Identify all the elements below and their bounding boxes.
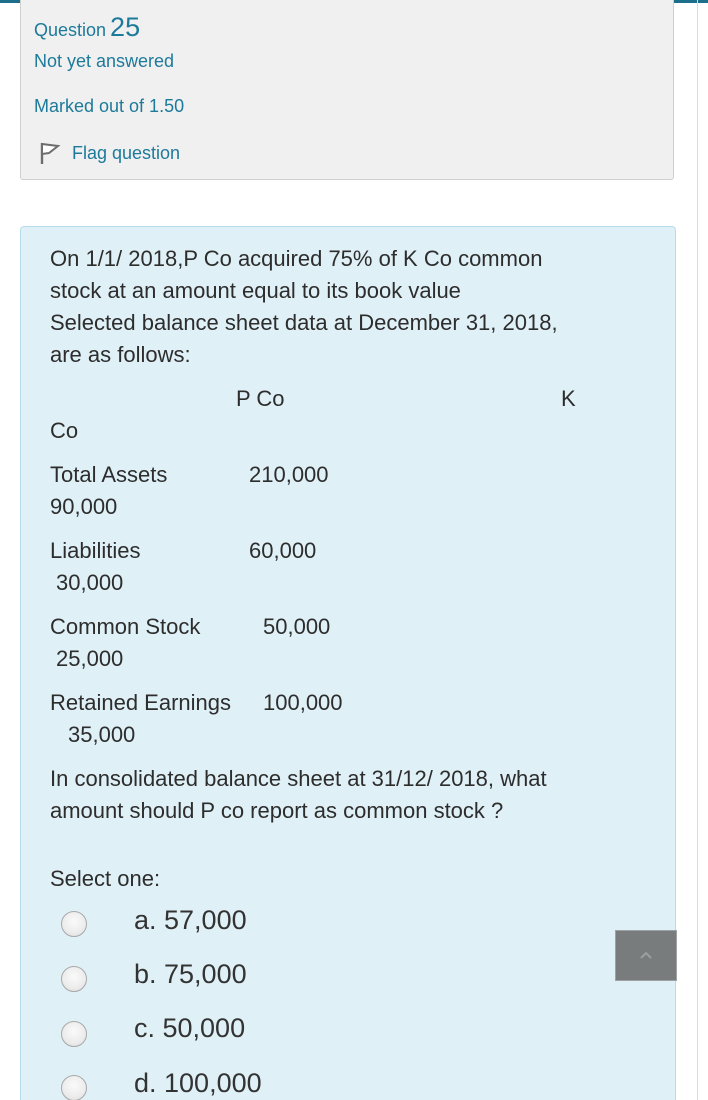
- row-p-value-total-assets: 210,000: [249, 462, 329, 487]
- question-number: 25: [110, 12, 141, 42]
- row-k-value-total-assets: 90,000: [50, 494, 118, 519]
- option-c-label[interactable]: c. 50,000: [134, 1013, 246, 1043]
- column-header-k: K: [561, 386, 576, 411]
- select-one-label: Select one:: [50, 866, 161, 891]
- question-info-panel: [20, 0, 674, 180]
- option-d-radio[interactable]: [61, 1075, 87, 1100]
- row-p-value-retained-earnings: 100,000: [263, 690, 343, 715]
- flag-icon: [36, 140, 62, 166]
- column-header-p-co: P Co: [236, 386, 285, 411]
- option-c-radio[interactable]: [61, 1021, 87, 1047]
- flag-question-label[interactable]: Flag question: [72, 142, 181, 163]
- option-a-radio[interactable]: [61, 911, 87, 937]
- question-heading: [34, 12, 140, 43]
- option-d-label[interactable]: d. 100,000: [134, 1068, 262, 1098]
- question-intro-line-1: On 1/1/ 2018,P Co acquired 75% of K Co common: [50, 246, 543, 271]
- row-p-value-liabilities: 60,000: [249, 538, 317, 563]
- scroll-to-top-button[interactable]: [615, 930, 677, 981]
- question-prompt-line-2: amount should P co report as common stock ?: [50, 798, 504, 823]
- row-label-common-stock: Common Stock: [50, 614, 201, 639]
- flag-question-link[interactable]: [36, 140, 180, 166]
- question-label: Question: [34, 20, 107, 40]
- row-label-total-assets: Total Assets: [50, 462, 168, 487]
- column-header-k-cont: Co: [50, 418, 79, 443]
- question-prompt-line-1: In consolidated balance sheet at 31/12/ 2018, what: [50, 766, 547, 791]
- question-intro-line-4: are as follows:: [50, 342, 191, 367]
- page-edge-divider: [697, 0, 698, 1100]
- question-state: Not yet answered: [34, 51, 175, 71]
- row-label-retained-earnings: Retained Earnings: [50, 690, 232, 715]
- row-k-value-common-stock: 25,000: [56, 646, 124, 671]
- row-label-liabilities: Liabilities: [50, 538, 141, 563]
- chevron-up-icon: [638, 950, 654, 962]
- row-p-value-common-stock: 50,000: [263, 614, 331, 639]
- question-grade: Marked out of 1.50: [34, 96, 185, 116]
- question-intro-line-3: Selected balance sheet data at December 31, 2018,: [50, 310, 558, 335]
- row-k-value-retained-earnings: 35,000: [68, 722, 136, 747]
- question-intro-line-2: stock at an amount equal to its book value: [50, 278, 461, 303]
- option-b-radio[interactable]: [61, 966, 87, 992]
- option-b-label[interactable]: b. 75,000: [134, 959, 247, 989]
- row-k-value-liabilities: 30,000: [56, 570, 124, 595]
- option-a-label[interactable]: a. 57,000: [134, 905, 247, 935]
